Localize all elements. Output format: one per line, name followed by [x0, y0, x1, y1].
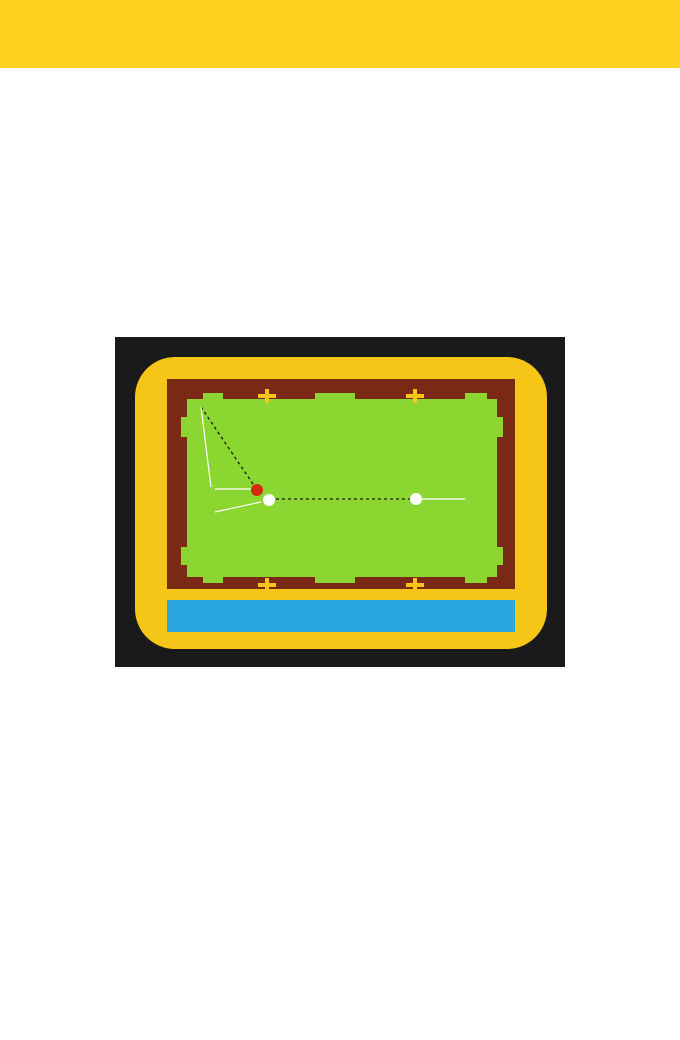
header-band — [0, 0, 680, 68]
billiards-screenshot — [115, 337, 565, 667]
cue-ball-right — [410, 493, 422, 505]
table-felt — [181, 393, 503, 583]
cue-ball-left — [263, 494, 275, 506]
red-ball — [251, 484, 263, 496]
score-panel — [167, 600, 515, 632]
billiards-table-figure — [115, 337, 565, 667]
